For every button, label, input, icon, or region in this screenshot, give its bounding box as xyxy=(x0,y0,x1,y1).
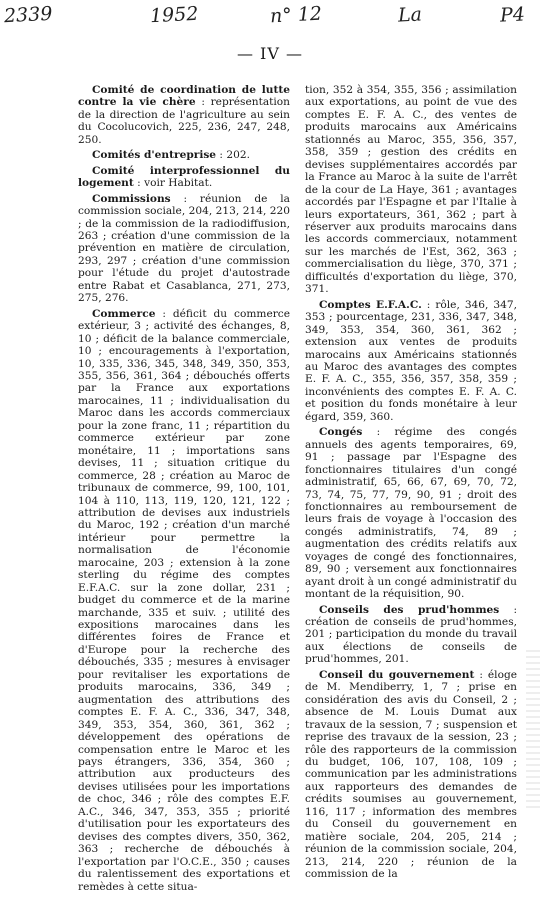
entry-heading: Comité interprofessionnel du logement xyxy=(78,164,290,190)
entry-body: : déficit du commerce extérieur, 3 ; activité des échanges, 8, 10 ; déficit de la balance commerciale, 10 ; encouragements à l'exportation, 10, 335, 336, 345, 348, 349, 350, 353, 355, 356, 361, 364 ; débouchés offerts par la France aux exportations marocaines, 11 ; individualisation du Maroc dans les accords commerciaux pour la zone franc, 11 ; répartition du commerce extérieur par zone monétaire, 11 ; importations sans devises, 11 ; situation critique du commerce, 28 ; création au Maroc de tribunaux de commerce, 99, 100, 101, 104 à 110, 113, 119, 120, 121, 122 ; attribution de devises aux industriels du Maroc, 192 ; création d'un marché intérieur pour permettre la normalisation de l'économie marocaine, 203 ; extension à la zone sterling du régime des comptes E.F.A.C. sur la zone dollar, 231 ; budget du commerce et de la marine marchande, 335 et suiv. ; utilité des expositions marocaines dans les différentes foires de France et d'Europe pour la recherche des débouchés, 335 ; mesures à envisager pour revitaliser les exportations de produits marocains, 336, 349 ; augmentation des attributions des comptes E. F. A. C., 336, 347, 348, 349, 353, 354, 360, 361, 362 ; développement des opérations de compensation entre le Maroc et les pays étrangers, 336, 354, 360 ; attribution aux producteurs des devises utilisées pour les importations de choc, 346 ; rôle des comptes E.F. A.C., 346, 347, 353, 355 ; priorité d'utilisation pour les exportateurs des devises des comptes divers, 350, 362, 363 ; recherche de débouchés à l'exportation par l'O.C.E., 350 ; causes du ralentissement des exportations et remèdes à cette situa- xyxy=(78,307,290,893)
entry-body: : création de conseils de prud'hommes, 201 ; participation du monde du travail aux élections de conseils de prud'hommes, 201. xyxy=(305,603,518,666)
index-entry xyxy=(305,426,517,600)
entry-body: : rôle, 346, 347, 353 ; pourcentage, 231, 336, 347, 348, 349, 353, 354, 360, 361, 362 ; extension aux ventes de produits marocains aux Américains stationnés au Maroc des avantages des comptes E. F. A. C., 355, 356, 357, 358, 359 ; inconvénients des comptes E. F. A. C. et position du fonds monétaire à leur égard, 359, 360. xyxy=(305,298,517,423)
handwritten-annotation-2: 1952 xyxy=(149,2,199,28)
entry-heading: Comptes E.F.A.C. xyxy=(319,298,422,311)
index-entry xyxy=(78,308,290,893)
page-number: — IV — xyxy=(236,44,304,63)
entry-heading: Commerce xyxy=(92,307,156,320)
left-column xyxy=(78,84,290,896)
entry-heading: Congés xyxy=(319,426,363,439)
entry-body: : réunion de la commission sociale, 204, 213, 214, 220 ; de la commission de la radiodiffusion, 263 ; création d'une commission de la prévention en matière de circulation, 293, 297 ; création d'une commission pour l'étude du projet d'autostrade entre Rabat et Casablanca, 271, 273, 275, 276. xyxy=(78,192,290,305)
entry-body: tion, 352 à 354, 355, 356 ; assimilation aux exportations, au point de vue des comptes E. F. A. C., des ventes de produits marocains aux Américains stationnés au Maroc, 355, 356, 357, 358, 359 ; gestion des crédits en devises supplémentaires accordés par la France au Maroc à la suite de l'arrêt de la cour de La Haye, 361 ; avantages accordés par l'Espagne et par l'Italie à leurs exportateurs, 361, 362 ; part à réserver aux produits marocains dans les accords commerciaux, notamment sur les marchés de l'Est, 362, 363 ; commercialisation du liège, 370, 371 ; difficultés d'exportation du liège, 370, 371. xyxy=(305,84,517,296)
entry-heading: Conseils des prud'hommes xyxy=(319,603,500,616)
index-entry xyxy=(78,193,290,305)
index-entry xyxy=(78,149,290,161)
entry-heading: Comités d'entreprise xyxy=(92,149,217,162)
entry-heading: Comité de coordination de lutte contre la vie chère xyxy=(78,84,290,109)
index-entry xyxy=(305,299,517,424)
handwritten-annotation-5: P4 xyxy=(499,3,526,27)
entry-heading: Commissions xyxy=(92,192,171,205)
right-column xyxy=(305,84,517,884)
handwritten-annotation-1: 2339 xyxy=(3,2,53,28)
entry-heading: Conseil du gouvernement xyxy=(319,668,475,681)
entry-body: : voir Habitat. xyxy=(133,177,213,190)
entry-body: : représentation de la direction de l'agriculture au sein du Cocolucovich, 225, 236, 247, 248, 250. xyxy=(78,96,291,146)
margin-stamp xyxy=(526,650,540,810)
index-entry xyxy=(78,84,290,146)
index-entry xyxy=(305,604,517,666)
handwritten-annotation-4: La xyxy=(397,3,423,27)
index-entry xyxy=(305,669,517,881)
entry-body: : régime des congés annuels des agents temporaires, 69, 91 ; passage par l'Espagne des fonctionnaires titulaires d'un congé administratif, 65, 66, 67, 69, 70, 72, 73, 74, 75, 77, 79, 90, 91 ; droit des fonctionnaires au remboursement de leurs frais de voyage à l'occasion des congés administratifs, 74, 89 ; augmentation des crédits relatifs aux voyages de congé des fonctionnaires, 89, 90 ; versement aux fonctionnaires ayant droit à un congé administratif du montant de la réquisition, 90. xyxy=(305,426,517,601)
handwritten-annotation-3: n° 12 xyxy=(269,2,323,28)
entry-body: : éloge de M. Mendiberry, 1, 7 ; prise en considération des avis du Conseil, 2 ; absence de M. Louis Dumat aux travaux de la session, 7 ; suspension et reprise des travaux de la session, 23 ; rôle des rapporteurs de la commission du budget, 106, 107, 108, 109 ; communication par les administrations aux rapporteurs des demandes de crédits soumises au gouvernement, 116, 117 ; information des membres du Conseil du gouvernement en matière sociale, 204, 205, 214 ; réunion de la commission sociale, 204, 213, 214, 220 ; réunion de la commission de la xyxy=(305,668,517,881)
index-entry xyxy=(78,165,290,190)
index-entry xyxy=(305,84,517,296)
entry-body: : 202. xyxy=(216,149,250,162)
